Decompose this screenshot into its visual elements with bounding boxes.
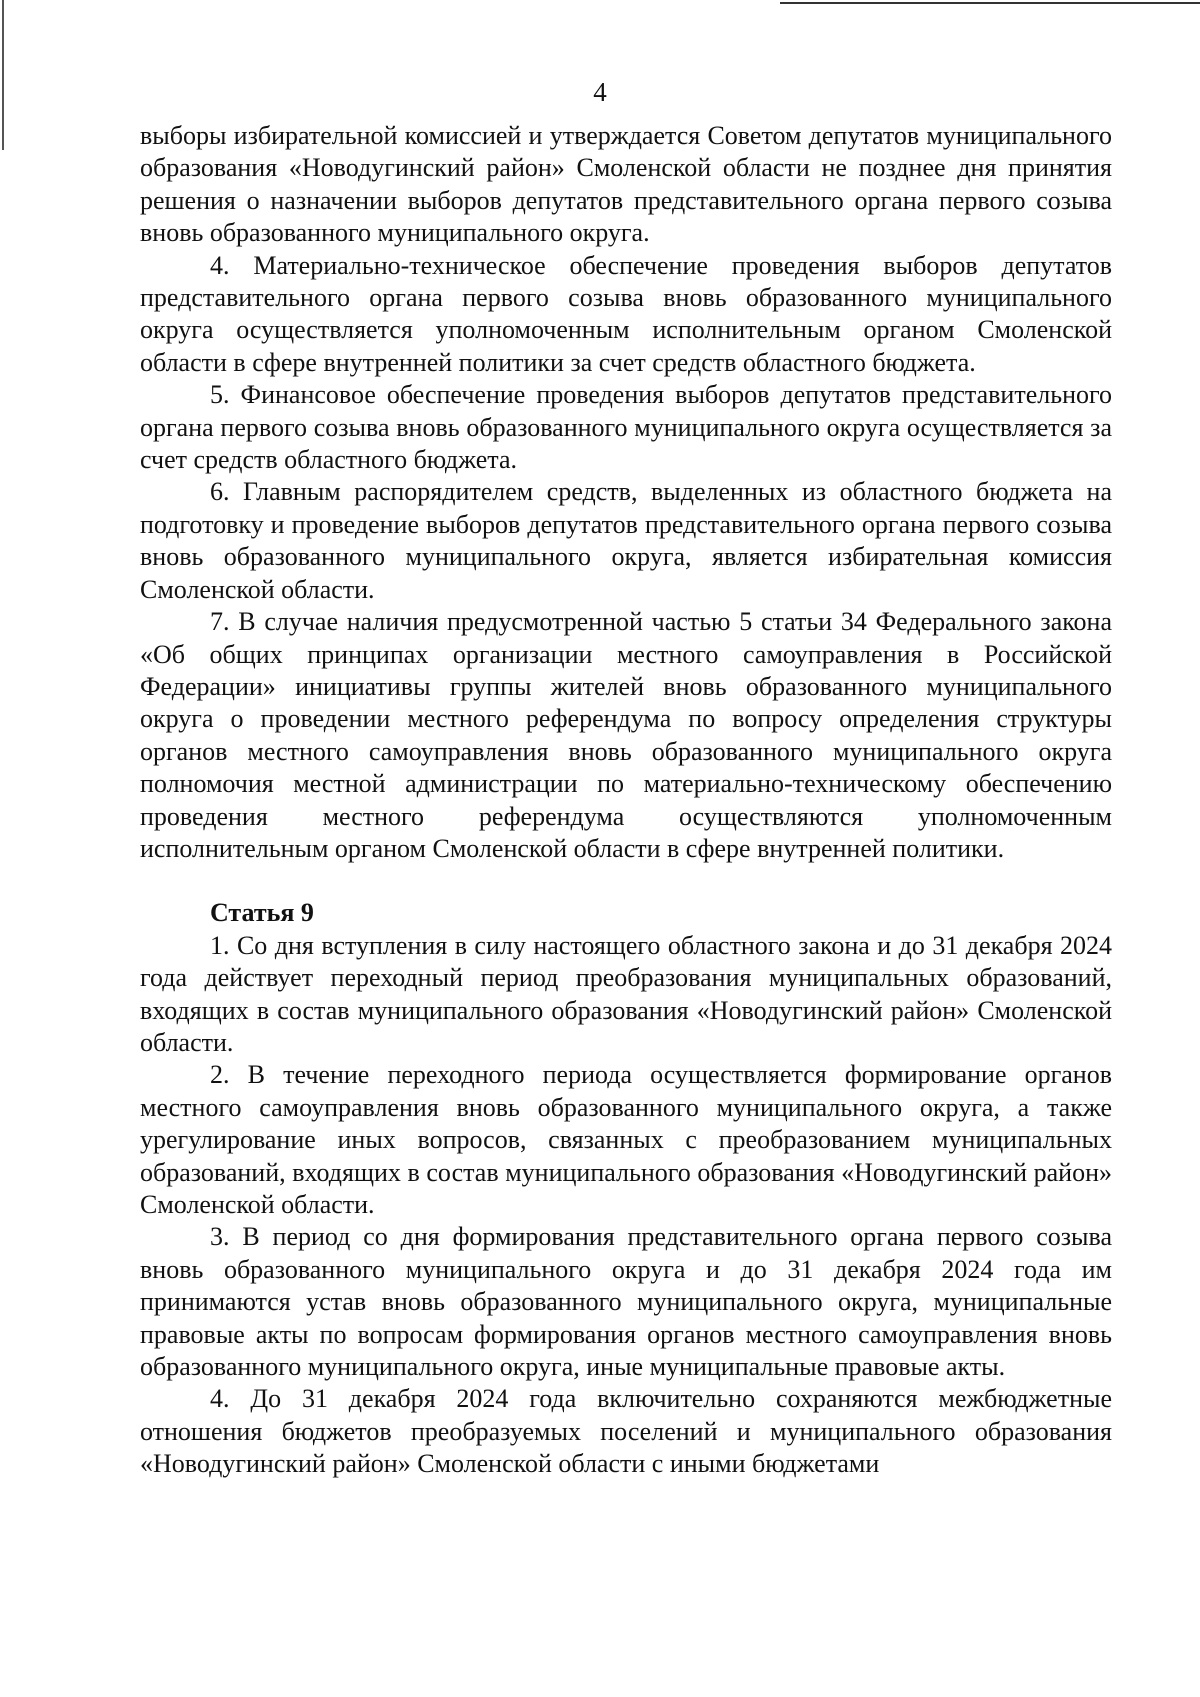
document-body	[140, 120, 1112, 1481]
scan-edge-line	[780, 2, 1200, 4]
paragraph: 7. В случае наличия предусмотренной частью 5 статьи 34 Федерального закона «Об общих принципах организации местного самоуправления в Российской Федерации» инициативы группы жителей вновь образованного муниципального округа о проведении местного референдума по вопросу определения структуры органов местного самоуправления вновь образованного муниципального округа полномочия местной администрации по материально-техническому обеспечению проведения местного референдума осуществляются уполномоченным исполнительным органом Смоленской области в сфере внутренней политики.	[140, 607, 1112, 863]
paragraph: 4. До 31 декабря 2024 года включительно сохраняются межбюджетные отношения бюджетов преобразуемых поселений и муниципального образования «Новодугинский район» Смоленской области с иными бюджетами	[140, 1384, 1112, 1479]
paragraph: 5. Финансовое обеспечение проведения выборов депутатов представительного органа первого созыва вновь образованного муниципального округа осуществляется за счет средств областного бюджета.	[140, 380, 1112, 475]
paragraph: 2. В течение переходного периода осуществляется формирование органов местного самоуправления вновь образованного муниципального округа, а также урегулирование иных вопросов, связанных с преобразованием муниципальных образований, входящих в состав муниципального образования «Новодугинский район» Смоленской области.	[140, 1060, 1112, 1219]
paragraph: 3. В период со дня формирования представительного органа первого созыва вновь образованного муниципального округа и до 31 декабря 2024 года им принимаются устав вновь образованного муниципального округа, муниципальные правовые акты по вопросам формирования органов местного самоуправления вновь образованного муниципального округа, иные муниципальные правовые акты.	[140, 1222, 1112, 1382]
paragraph: 1. Со дня вступления в силу настоящего областного закона и до 31 декабря 2024 года действует переходный период преобразования муниципальных образований, входящих в состав муниципального образования «Новодугинский район» Смоленской области.	[140, 930, 1112, 1057]
page-number: 4	[593, 77, 607, 107]
paragraph: 4. Материально-техническое обеспечение проведения выборов депутатов представительного органа первого созыва вновь образованного муниципального округа осуществляется уполномоченным исполнительным органом Смоленской области в сфере внутренней политики за счет средств областного бюджета.	[140, 250, 1112, 377]
paragraph: выборы избирательной комиссией и утверждается Советом депутатов муниципального образования «Новодугинский район» Смоленской области не позднее дня принятия решения о назначении выборов депутатов представительного органа первого созыва вновь образованного муниципального округа.	[140, 121, 1112, 248]
paragraph: 6. Главным распорядителем средств, выделенных из областного бюджета на подготовку и проведение выборов депутатов представительного органа первого созыва вновь образованного муниципального округа, является избирательная комиссия Смоленской области.	[140, 477, 1112, 604]
article-heading: Статья 9	[210, 898, 314, 928]
